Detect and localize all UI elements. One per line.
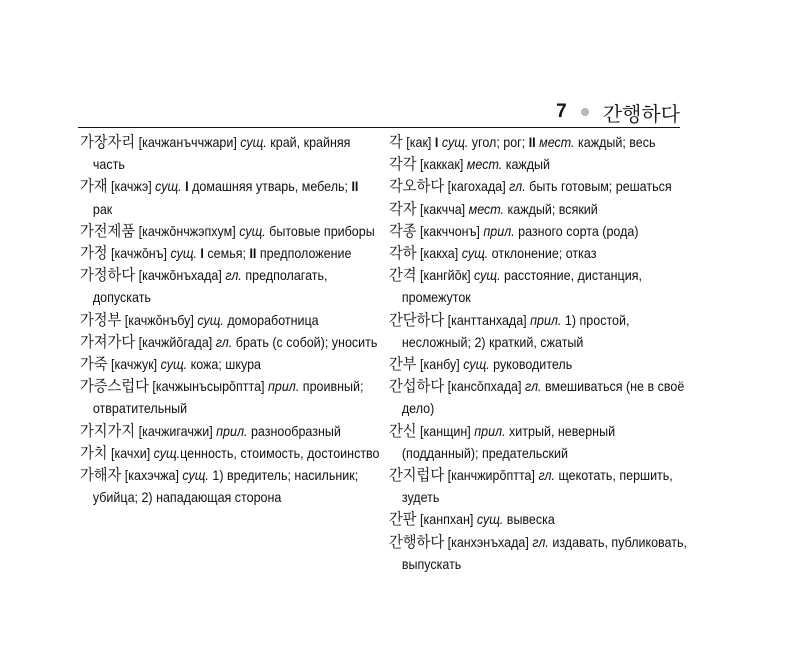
entry-transcription: [качжигачжи] (138, 423, 213, 439)
dictionary-entry (389, 532, 692, 576)
right-column (389, 132, 687, 576)
entry-pos: гл. (532, 534, 549, 550)
entry-headword: 가지가지 (80, 422, 136, 440)
entry-headword: 간부 (389, 356, 417, 374)
entry-pos: сущ. (474, 268, 501, 284)
entry-headword: 각종 (389, 222, 417, 240)
entry-definition: быть готовым; решаться (525, 179, 672, 195)
entry-transcription: [качжŏнъбу] (124, 312, 194, 328)
dictionary-entry (80, 265, 381, 309)
entry-headword: 가재 (80, 178, 108, 196)
dictionary-entry (80, 176, 381, 220)
entry-headword: 가정하다 (80, 267, 136, 285)
entry-transcription: [кахэчжа] (124, 468, 179, 484)
entry-definition: бытовые приборы (265, 223, 375, 239)
entry-headword: 간격 (389, 267, 417, 285)
entry-pos: сущ. (155, 179, 182, 195)
entry-definition: вывеска (503, 512, 555, 528)
dictionary-entry (80, 376, 381, 420)
entry-transcription: [качжэ] (111, 179, 152, 195)
entry-definition: край, крайняя часть (92, 135, 351, 173)
entry-headword: 가치 (80, 444, 108, 462)
entry-pos: мест. (466, 157, 503, 173)
dictionary-entry (80, 421, 381, 443)
entry-transcription: [качжйŏгада] (138, 334, 213, 350)
sense-number: II (528, 135, 536, 150)
entry-transcription: [кагохада] (447, 179, 506, 195)
entry-pos: прил. (216, 423, 248, 439)
entry-transcription: [качжанъччжари] (138, 135, 237, 150)
entry-headword: 간섭하다 (389, 378, 445, 396)
entry-transcription: [канчжирŏптта] (447, 468, 535, 484)
entry-transcription: [как] (406, 135, 432, 150)
entry-transcription: [канщин] (420, 423, 471, 439)
entry-definition: 1) простой, несложный; 2) краткий, сжатый (401, 312, 630, 350)
entry-headword: 가죽 (80, 356, 108, 374)
entry-pos: гл. (509, 179, 526, 195)
entry-definition: семья; (203, 246, 250, 262)
dictionary-entry (389, 221, 692, 243)
dictionary-entry (389, 132, 692, 154)
entry-pos: прил. (530, 312, 562, 328)
entry-definition: каждый; весь (574, 135, 656, 150)
dictionary-entry (389, 509, 692, 531)
entry-transcription: [кансŏпхада] (447, 379, 522, 395)
entry-pos: гл. (524, 379, 542, 395)
header-rule (78, 127, 680, 128)
entry-headword: 가증스럽다 (80, 378, 149, 396)
entry-definition: угол; рог; (468, 135, 529, 150)
dictionary-entry (389, 465, 692, 509)
entry-transcription: [какччонъ] (420, 223, 480, 239)
dictionary-entry (80, 443, 381, 465)
entry-pos: прил. (474, 423, 506, 439)
dictionary-entry (389, 310, 692, 354)
entry-transcription: [качжук] (111, 357, 158, 373)
entry-transcription: [канбу] (420, 357, 460, 373)
entry-definition: вмешиваться (не в своё дело) (401, 379, 685, 417)
entry-headword: 가정부 (80, 311, 122, 329)
entry-definition: рак (92, 201, 113, 217)
entry-pos: сущ. (239, 223, 266, 239)
entry-headword: 각하 (389, 245, 417, 263)
entry-headword: 각각 (389, 156, 417, 174)
dictionary-entry (389, 265, 692, 309)
entry-headword: 각자 (389, 200, 417, 218)
entry-pos: сущ. (441, 135, 469, 150)
left-column (80, 132, 380, 509)
running-header (556, 99, 680, 125)
entry-headword: 가해자 (80, 467, 122, 485)
entry-pos: мест. (539, 135, 575, 150)
entry-pos: сущ. (197, 312, 224, 328)
entry-transcription: [качжынъсырŏптта] (152, 379, 265, 395)
entry-definition: кожа; шкура (187, 357, 261, 373)
entry-transcription: [кангйŏк] (420, 268, 471, 284)
sense-number: I (200, 246, 204, 262)
entry-transcription: [качжŏнъ] (111, 246, 167, 262)
entry-definition: домоработница (223, 312, 319, 328)
entry-definition: отклонение; отказ (488, 246, 597, 262)
entry-transcription: [канхэнъхада] (447, 534, 529, 550)
entry-pos: мест. (468, 201, 505, 217)
page-number: 7 (556, 101, 567, 122)
entry-transcription: [какчча] (420, 201, 466, 217)
entry-definition: разного сорта (рода) (514, 223, 639, 239)
entry-pos: прил. (268, 379, 300, 395)
entry-headword: 각 (389, 134, 403, 151)
dictionary-entry (80, 465, 381, 509)
entry-headword: 간행하다 (389, 533, 445, 551)
entry-pos: сущ. (461, 246, 489, 262)
dictionary-entry (389, 199, 692, 221)
dictionary-entry (80, 221, 381, 243)
entry-definition: расстояние, дистанция, промежуток (401, 268, 642, 306)
header-headword: 간행하다 (602, 103, 680, 126)
entry-definition: ценность, стоимость, достоинство (180, 445, 380, 461)
entry-transcription: [качжŏнъхада] (138, 268, 222, 284)
entry-pos: прил. (483, 223, 515, 239)
entry-headword: 각오하다 (389, 178, 445, 196)
entry-definition: предполагать, допускать (92, 268, 328, 306)
entry-transcription: [качхи] (111, 445, 151, 461)
sense-number: I (185, 179, 189, 195)
entry-headword: 가져가다 (80, 333, 136, 351)
entry-transcription: [качжŏнчжэпхум] (138, 223, 236, 239)
entry-definition: издавать, публиковать, выпускать (401, 534, 687, 572)
entry-transcription: [канттанхада] (447, 312, 527, 328)
entry-definition: щекотать, першить, зудеть (401, 468, 673, 506)
entry-headword: 가정 (80, 245, 108, 263)
entry-definition: руководитель (489, 357, 573, 373)
entry-definition: домашняя утварь, мебель; (188, 179, 352, 195)
entry-pos: сущ. (153, 445, 181, 461)
entry-pos: сущ. (476, 512, 504, 528)
entry-definition: разнообразный (247, 423, 341, 439)
entry-definition: брать (с собой); уносить (232, 334, 378, 350)
entry-definition: каждый (502, 157, 551, 173)
dictionary-entry (80, 132, 381, 176)
entry-transcription: [канпхан] (420, 512, 474, 528)
entry-definition: хитрый, неверный (подданный); предательский (401, 423, 616, 461)
sense-number: I (434, 135, 439, 150)
entry-headword: 가전제품 (80, 222, 136, 240)
entry-headword: 간단하다 (389, 311, 445, 329)
dictionary-entry (80, 354, 381, 376)
entry-definition: 1) вредитель; насильник; убийца; 2) нападающая сторона (92, 468, 359, 506)
dictionary-entry (389, 376, 692, 420)
entry-transcription: [какха] (420, 246, 459, 262)
dictionary-entry (389, 154, 692, 176)
dictionary-entry (80, 310, 381, 332)
entry-headword: 간판 (389, 511, 417, 529)
entry-pos: гл. (225, 268, 242, 284)
sense-number: II (351, 179, 359, 195)
entry-pos: сущ. (170, 246, 197, 262)
dictionary-entry (80, 243, 381, 265)
entry-headword: 간신 (389, 422, 417, 440)
bullet-separator-icon (581, 108, 589, 116)
entry-headword: 가장자리 (80, 134, 136, 151)
entry-pos: сущ. (182, 468, 209, 484)
dictionary-entry (389, 243, 692, 265)
entry-definition: каждый; всякий (504, 201, 598, 217)
entry-headword: 간지럽다 (389, 467, 445, 485)
entry-definition: предположение (256, 246, 352, 262)
dictionary-entry (80, 332, 381, 354)
entry-definition: проивный; отвратительный (92, 379, 364, 417)
entry-transcription: [каккак] (420, 157, 464, 173)
sense-number: II (249, 246, 257, 262)
entry-pos: гл. (538, 468, 556, 484)
entry-pos: гл. (215, 334, 233, 350)
dictionary-entry (389, 176, 692, 198)
entry-pos: сущ. (160, 357, 188, 373)
dictionary-entry (389, 354, 692, 376)
dictionary-entry (389, 421, 692, 465)
entry-pos: сущ. (463, 357, 490, 373)
entry-pos: сущ. (240, 135, 267, 150)
